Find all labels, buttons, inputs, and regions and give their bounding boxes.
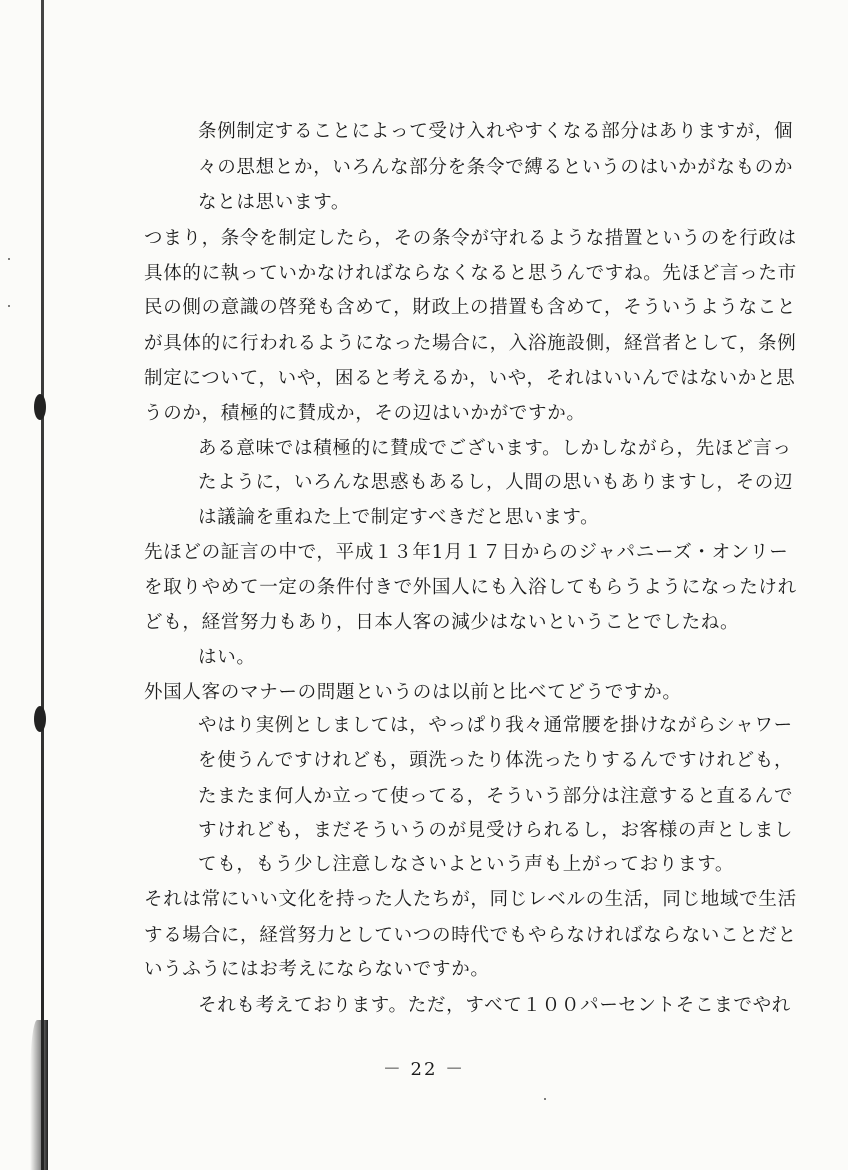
question-line: が具体的に行われるようになった場合に，入浴施設側，経営者として，条例 bbox=[144, 333, 797, 354]
answer-line: はい。 bbox=[198, 647, 256, 668]
question-line: 外国人客のマナーの問題というのは以前と比べてどうですか。 bbox=[144, 682, 682, 703]
answer-line: は議論を重ねた上で制定すべきだと思います。 bbox=[198, 507, 600, 528]
binding-mark bbox=[34, 394, 46, 420]
question-line: 具体的に執っていかなければならなくなると思うんですね。先ほど言った市 bbox=[144, 263, 797, 284]
answer-line: を使うんですけれども，頭洗ったり体洗ったりするんですけれども， bbox=[198, 750, 794, 771]
question-line: を取りやめて一定の条件付きで外国人にも入浴してもらうようになったけれ bbox=[144, 577, 797, 598]
question-line: いうふうにはお考えにならないですか。 bbox=[144, 959, 490, 980]
question-line: ども，経営努力もあり，日本人客の減少はないということでしたね。 bbox=[144, 612, 740, 633]
question-line: それは常にいい文化を持った人たちが，同じレベルの生活，同じ地域で生活 bbox=[144, 889, 797, 910]
answer-line: たまたま何人か立って使ってる，そういう部分は注意すると直るんで bbox=[198, 786, 794, 807]
scan-speck bbox=[8, 305, 10, 307]
answer-line: すけれども，まだそういうのが見受けられるし，お客様の声としまし bbox=[198, 820, 794, 841]
answer-line: やはり実例としましては，やっぱり我々通常腰を掛けながらシャワー bbox=[198, 715, 793, 736]
question-line: する場合に，経営努力としていつの時代でもやらなければならないことだと bbox=[144, 925, 797, 946]
question-line: 制定について，いや，困ると考えるか，いや，それはいいんではないかと思 bbox=[144, 368, 796, 389]
answer-line: ても，もう少し注意しなさいよという声も上がっております。 bbox=[198, 854, 735, 875]
answer-line: 々の思想とか，いろんな部分を条令で縛るというのはいかがなものか bbox=[198, 157, 794, 178]
question-line: 先ほどの証言の中で，平成１３年1月１７日からのジャパニーズ・オンリー bbox=[144, 542, 789, 563]
scan-speck bbox=[544, 1098, 546, 1100]
scan-speck bbox=[8, 258, 10, 260]
answer-line: それも考えております。ただ，すべて１００パーセントそこまでやれ bbox=[198, 995, 791, 1016]
answer-line: ある意味では積極的に賛成でございます。しかしながら，先ほど言っ bbox=[198, 438, 792, 459]
answer-line: 条例制定することによって受け入れやすくなる部分はありますが，個 bbox=[198, 121, 794, 142]
answer-line: たように，いろんな思惑もあるし，人間の思いもありますし，その辺 bbox=[198, 472, 794, 493]
answer-line: なとは思います。 bbox=[198, 192, 351, 213]
binding-shadow bbox=[30, 1020, 48, 1170]
question-line: うのか，積極的に賛成か，その辺はいかがですか。 bbox=[144, 403, 586, 424]
page-number: － 22 － bbox=[382, 1059, 466, 1080]
binding-mark bbox=[34, 706, 46, 732]
question-line: つまり，条令を制定したら，その条令が守れるような措置というのを行政は bbox=[144, 228, 797, 249]
question-line: 民の側の意識の啓発も含めて，財政上の措置も含めて，そういうようなこと bbox=[144, 297, 797, 318]
binding-edge bbox=[41, 0, 44, 1170]
